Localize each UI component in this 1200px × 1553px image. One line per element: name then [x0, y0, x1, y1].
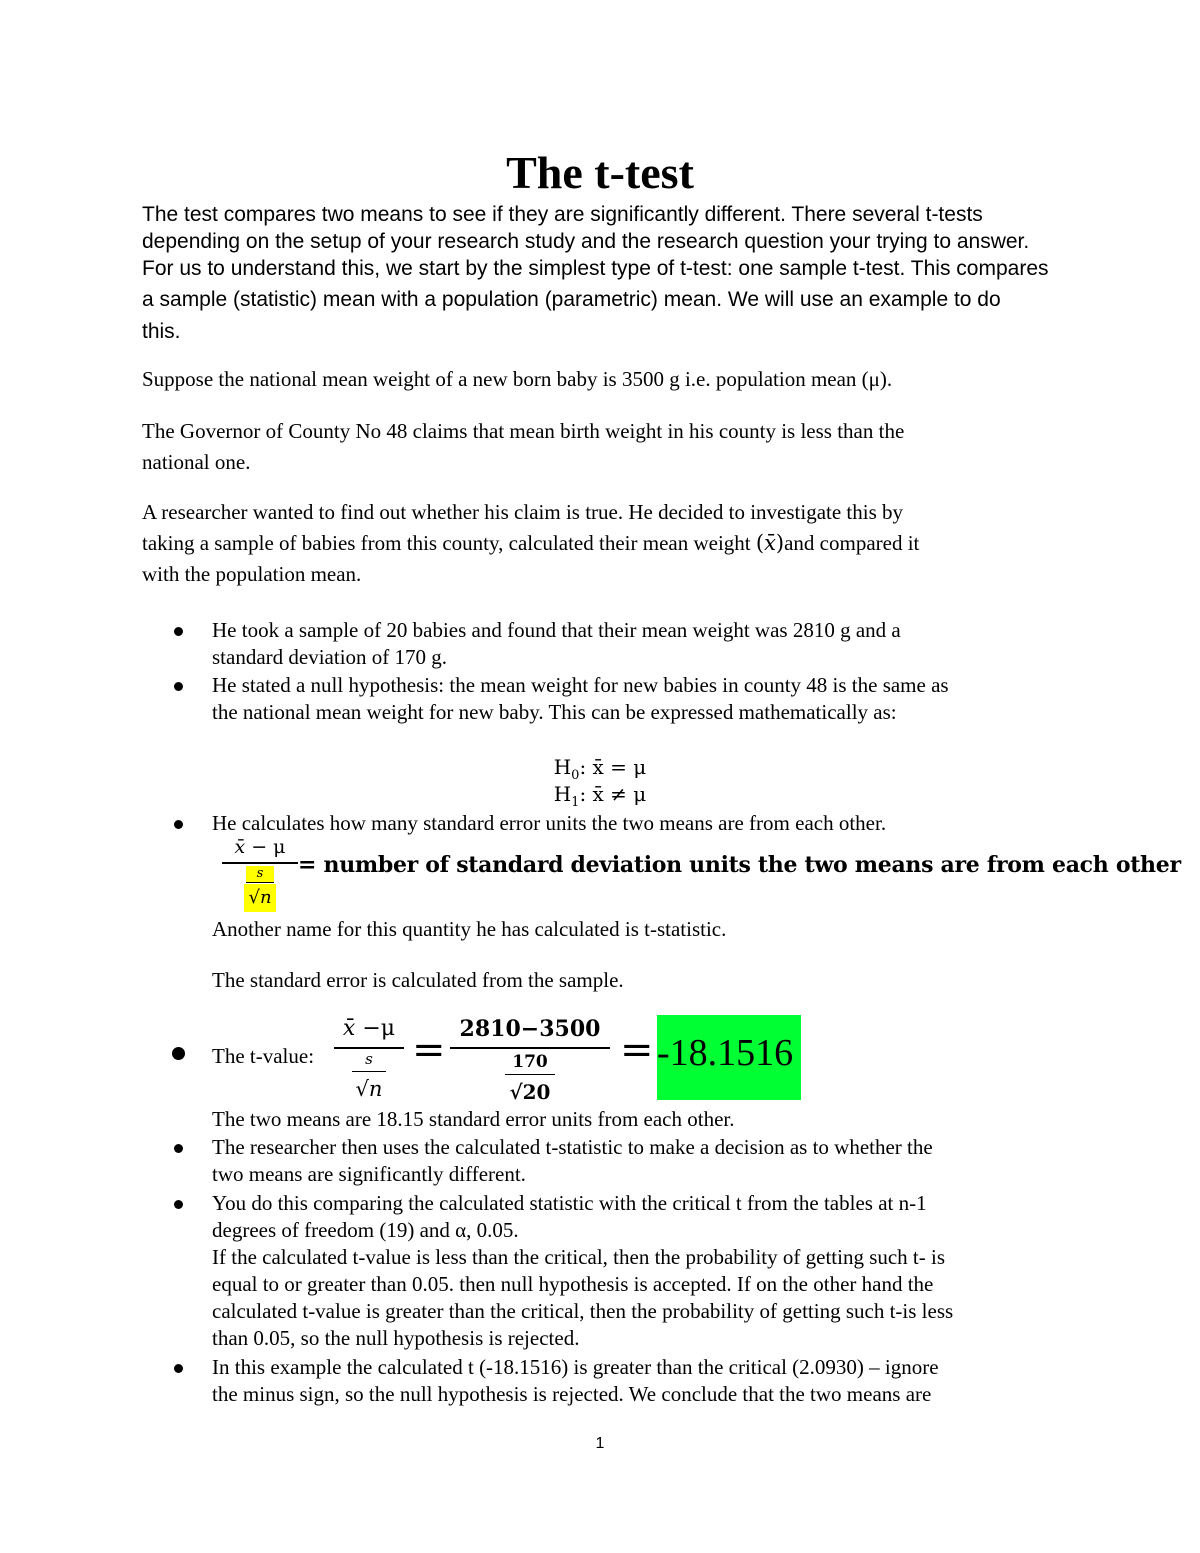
researcher-line	[142, 528, 1072, 559]
bullet-icon	[174, 1200, 183, 1209]
bullet-line: He stated a null hypothesis: the mean weight for new babies in county 48 is the same as	[212, 673, 949, 697]
tv-inner-denominator: √𝑛	[355, 1077, 383, 1101]
bullet-line: calculated t-value is greater than the critical, then the probability of getting such t-is less	[212, 1299, 954, 1323]
bullet-line: degrees of freedom (19) and α, 0.05.	[212, 1218, 519, 1242]
se-inner-denominator: √𝑛	[244, 884, 276, 912]
bullet-decision	[212, 1134, 1072, 1188]
bullet-line: In this example the calculated t (-18.1516) is greater than the critical (2.0930) – ignore	[212, 1355, 939, 1379]
bullet-sample	[212, 617, 1072, 671]
t-value-label: The t-value:	[212, 1044, 315, 1068]
bullet-standard-error: He calculates how many standard error units the two means are from each other.	[212, 811, 887, 835]
governor-line: The Governor of County No 48 claims that mean birth weight in his county is less than the	[142, 419, 905, 443]
h0-letter: H	[553, 755, 572, 779]
bullet-line: The researcher then uses the calculated t-statistic to make a decision as to whether the	[212, 1135, 933, 1159]
tv-formula-numerator: 𝑥̄ −μ	[342, 1016, 396, 1041]
bullet-conclusion	[212, 1354, 1072, 1408]
researcher-text: taking a sample of babies from this county, calculated their mean weight	[142, 531, 756, 555]
h0-expression: : x̄ = μ	[579, 755, 647, 779]
bullet-line: He took a sample of 20 babies and found that their mean weight was 2810 g and a	[212, 618, 901, 642]
h1-expression: : x̄ ≠ μ	[579, 782, 647, 806]
bullet-line: the minus sign, so the null hypothesis is rejected. We conclude that the two means are	[212, 1382, 932, 1406]
h1-subscript: 1	[571, 795, 580, 810]
h0-subscript: 0	[571, 768, 580, 783]
fraction-bar	[352, 1071, 386, 1072]
se-numerator: 𝑥̄ − μ	[234, 836, 286, 858]
governor-line: national one.	[142, 450, 251, 474]
governor-claim-paragraph	[142, 416, 1072, 478]
standard-error-note: The standard error is calculated from the sample.	[212, 968, 624, 992]
t-value-result: -18.1516	[657, 1032, 794, 1074]
intro-line: The test compares two means to see if they are significantly different. There several t-tests	[142, 203, 983, 226]
researcher-line: A researcher wanted to find out whether his claim is true. He decided to investigate this by	[142, 500, 904, 524]
tv-sd-value: 170	[512, 1052, 548, 1072]
intro-line: depending on the setup of your research study and the research question your trying to answer.	[142, 230, 1030, 253]
fraction-bar	[450, 1047, 610, 1049]
equals-sign: =	[620, 1027, 654, 1073]
bullet-icon	[174, 682, 183, 691]
bullet-null-hypothesis	[212, 672, 1072, 726]
page-number: 1	[595, 1435, 605, 1452]
intro-paragraph	[142, 201, 1062, 345]
tv-inner-numerator: 𝑠	[365, 1050, 373, 1068]
intro-line: For us to understand this, we start by the simplest type of t-test: one sample t-test. This compares	[142, 257, 1049, 280]
bullet-line: equal to or greater than 0.05. then null hypothesis is accepted. If on the other hand the	[212, 1272, 934, 1296]
sample-mean-symbol: (𝑥̄)	[755, 531, 785, 555]
population-mean-paragraph: Suppose the national mean weight of a new born baby is 3500 g i.e. population mean (μ).	[142, 367, 893, 391]
bullet-icon	[172, 1047, 185, 1060]
bullet-line: standard deviation of 170 g.	[212, 645, 448, 669]
se-inner-numerator: 𝑠	[246, 866, 274, 882]
bullet-line: You do this comparing the calculated statistic with the critical t from the tables at n-1	[212, 1191, 927, 1215]
researcher-paragraph	[142, 497, 1072, 590]
researcher-text: and compared it	[784, 531, 920, 555]
fraction-bar	[246, 882, 274, 883]
fraction-bar	[505, 1074, 555, 1075]
bullet-critical-comparison	[212, 1190, 1072, 1352]
tv-substituted-numerator: 2810−3500	[459, 1016, 601, 1042]
tv-sqrt-n: √20	[509, 1080, 551, 1104]
intro-line: a sample (statistic) mean with a population (parametric) mean. We will use an example to do	[142, 288, 1001, 311]
h1-letter: H	[553, 782, 572, 806]
researcher-line: with the population mean.	[142, 562, 362, 586]
bullet-line: If the calculated t-value is less than the critical, then the probability of getting such t- is	[212, 1245, 946, 1269]
page-title: The t-test	[506, 147, 694, 198]
bullet-line: the national mean weight for new baby. This can be expressed mathematically as:	[212, 700, 897, 724]
bullet-icon	[174, 1364, 183, 1373]
bullet-line: than 0.05, so the null hypothesis is rejected.	[212, 1326, 580, 1350]
bullet-icon	[174, 820, 183, 829]
bullet-icon	[174, 1144, 183, 1153]
bullet-icon	[174, 627, 183, 636]
bullet-line: two means are significantly different.	[212, 1162, 526, 1186]
t-statistic-name: Another name for this quantity he has calculated is t-statistic.	[212, 917, 727, 941]
fraction-bar	[222, 862, 298, 864]
two-means-note: The two means are 18.15 standard error units from each other.	[212, 1107, 735, 1131]
intro-line: this.	[142, 320, 181, 343]
se-description: = number of standard deviation units the two means are from each other	[298, 852, 1181, 878]
equals-sign: =	[412, 1027, 446, 1073]
